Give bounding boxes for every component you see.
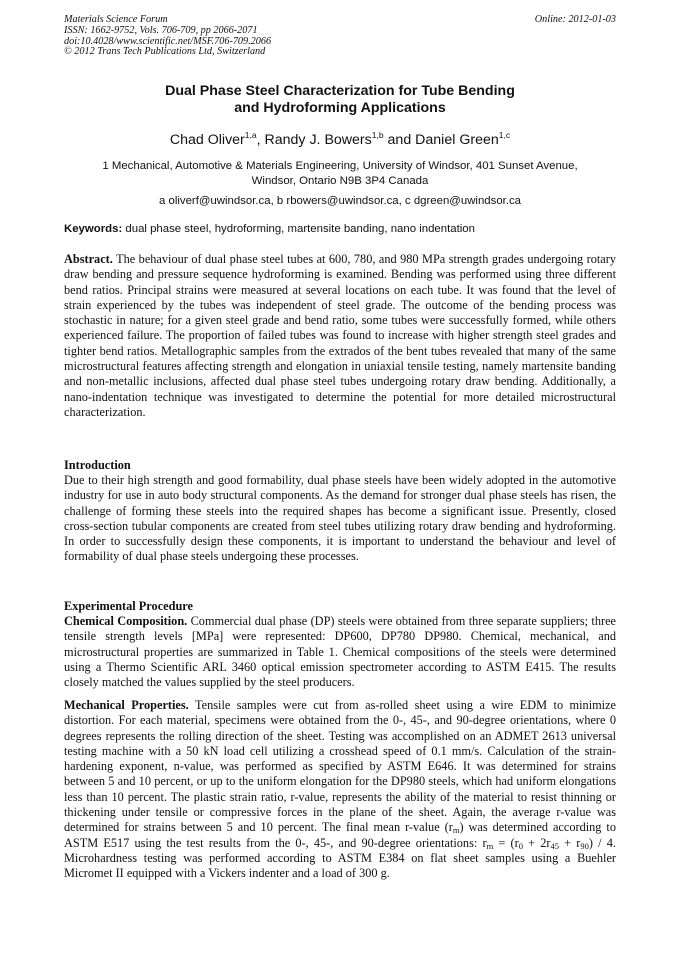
author-separator: , [256,132,265,148]
mechanical-properties-paragraph [64,698,616,882]
keywords-text: dual phase steel, hydroforming, martensite banding, nano indentation [122,223,475,235]
affiliation-line-2: Windsor, Ontario N9B 3P4 Canada [251,175,429,187]
section-heading-experimental: Experimental Procedure [64,599,193,613]
abstract-label: Abstract. [64,252,113,266]
keywords [64,222,616,237]
author-name: Chad Oliver [169,132,245,148]
introduction-paragraph: Due to their high strength and good formability, dual phase steels have been widely adopted in the automotive industry for use in auto body structural components. As the demand for stronger dual phase steels has risen, the challenge of forming these steels into the required shapes has become a significant issue. Presently, closed cross-section tubular components are created from steel tubes utilizing rotary draw bending and hydroforming. In order to successfully design these components, it is important to understand the behaviour and level of formability of dual phase steels undergoing these processes. [64,473,616,564]
title-line-1: Dual Phase Steel Characterization for Tube Bending [165,83,515,99]
affiliation-line-1: 1 Mechanical, Automotive & Materials Engineering, University of Windsor, 401 Sunset Avenue, [102,160,578,172]
subscript: 45 [550,840,559,851]
journal-name: Materials Science Forum [64,14,168,25]
mechanical-properties-text: ) was determined according to ASTM E517 using the test results from the 0-, 45-, and 90-degree orientations: r [64,820,616,850]
mechanical-properties-text: ) / 4. Microhardness testing was performed according to ASTM E384 on flat sheet samples using a Buehler Micromet II equipped with a Vickers indenter and a load of 300 g. [64,835,616,881]
author-affiliation-mark: 1,c [498,130,511,140]
abstract-text: The behaviour of dual phase steel tubes at 600, 780, and 980 MPa strength grades undergoing rotary draw bending and pressure sequence hydroforming is examined. Bending was performed using three different bend ratios. Principal strains were measured at several locations on each tube. It was found that the level of strain experienced by the tubes was independent of steel grade. The outcome of the bending process was stochastic in nature; for a given steel grade and bend ratio, some tubes were successfully formed, while others experienced failure. The proportion of failed tubes was found to increase with higher strength steel grades and tighter bend ratios. Metallographic samples from the extrados of the bent tubes revealed that many of the same microstructural features affecting strength and elongation in uniaxial tensile testing, namely martensite banding and non-metallic inclusions, affected dual phase steel tubes undergoing rotary draw bending. Additionally, a nano-indentation technique was investigated to determine the potential for more detailed microstructural characterization. [64,252,616,419]
author-affiliation-mark: 1,b [371,130,384,140]
author-list [64,131,616,149]
affiliation [64,159,616,189]
chemical-composition-text: Commercial dual phase (DP) steels were obtained from three separate suppliers; three tensile strength levels [MPa] were represented: DP600, DP780 DP980. Chemical, mechanical, and microstructural properties are summarized in Table 1. Chemical compositions of the steels were determined using a Thermo Scientific ARL 3460 optical emission spectrometer according to ASTM E415. The results closely matched the values supplied by the steel producers. [64,614,616,690]
author-emails[interactable]: a oliverf@uwindsor.ca, b rbowers@uwindsor.ca, c dgreen@uwindsor.ca [158,195,522,207]
mechanical-properties-text: Tensile samples were cut from as-rolled sheet using a wire EDM to minimize distortion. For each material, specimens were obtained from the 0-, 45-, and 90-degree orientations, where 0 degrees represents the rolling direction of the sheet. Testing was accomplished on an ADMET 2613 universal testing machine with a 50 kN load cell utilizing a crosshead speed of 0.1 mm/s. Calculation of the strain-hardening exponent, n-value, was performed as specified by ASTM E646. It was determined for strains between 5 and 10 percent, or up to the uniform elongation for the DP980 steels, which had uniform elongations less than 10 percent. The plastic strain ratio, r-value, represents the ability of the material to resist thinning or thickening under tensile or compressive forces in the plane of the sheet. Again, the average r-value was determined for strains between 5 and 10 percent. The final mean r-value (r [64,698,617,835]
abstract [64,252,616,420]
subscript: 0 [518,840,523,851]
subscript: m [486,840,494,851]
chemical-composition-label: Chemical Composition. [64,614,188,628]
keywords-label: Keywords: [64,223,123,235]
mechanical-properties-text: = (r [493,835,519,850]
author-affiliation-mark: 1,a [244,130,257,140]
journal-copyright: © 2012 Trans Tech Publications Ltd, Switzerland [64,46,266,58]
paper-title [64,83,616,117]
author-separator: and [383,132,416,148]
subscript: 90 [580,840,589,851]
journal-header [64,15,616,58]
author-name: Daniel Green [415,132,499,148]
title-line-2: and Hydroforming Applications [234,100,446,116]
journal-doi[interactable]: doi:10.4028/www.scientific.net/MSF.706-709.2066 [64,35,272,47]
chemical-composition-paragraph [64,614,616,690]
mechanical-properties-label: Mechanical Properties. [64,698,189,712]
online-date: Online: 2012-01-03 [534,14,616,25]
subscript: m [452,825,460,836]
journal-issn: ISSN: 1662-9752, Vols. 706-709, pp 2066-2071 [64,24,258,36]
author-name: Randy J. Bowers [264,132,372,148]
mechanical-properties-text: + 2r [522,835,551,850]
mechanical-properties-text: + r [558,835,581,850]
section-heading-introduction: Introduction [64,458,131,472]
